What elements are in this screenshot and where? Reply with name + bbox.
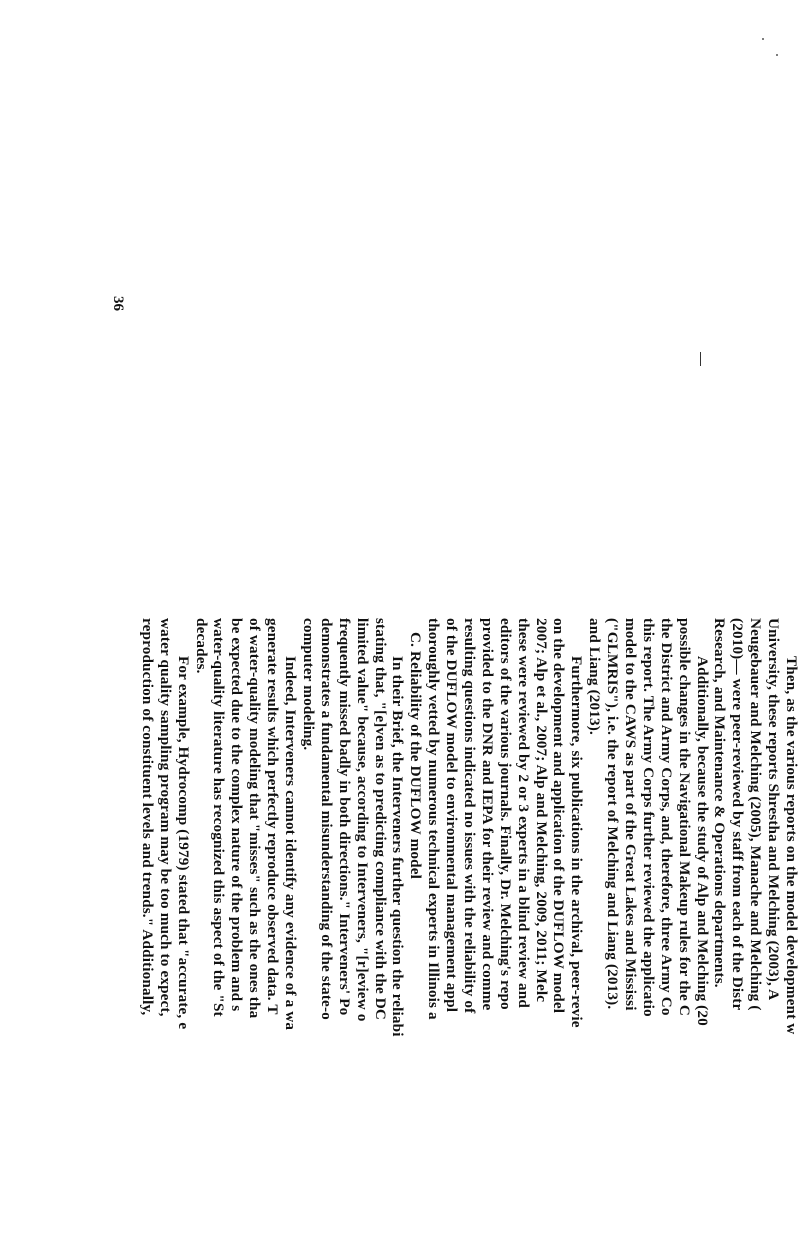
body-text bbox=[138, 618, 800, 1236]
text-line: 2007; Alp et al., 2007; Alp and Melching, 2009, 2011; Melc bbox=[532, 618, 550, 1003]
text-line: In their Brief, the Interveners further question the reliabi bbox=[389, 656, 407, 1037]
text-line: these were reviewed by 2 or 3 experts in a blind review and bbox=[514, 618, 532, 1008]
text-line: frequently missed badly in both directions." Interveners' Po bbox=[335, 618, 353, 1016]
rotated-text-block bbox=[110, 618, 800, 1236]
text-line: editors of the various journals. Finally, Dr. Melching's repo bbox=[496, 618, 514, 1010]
text-line: (2010)— were peer-reviewed by staff from each of the Distr bbox=[729, 618, 747, 1011]
text-line: possible changes in the Navigational Makeup rules for the C bbox=[675, 618, 693, 1016]
text-line: demonstrates a fundamental misunderstanding of the state-o bbox=[317, 618, 335, 1020]
text-line: the District and Army Corps, and, therefore, three Army Co bbox=[657, 618, 675, 1016]
text-line: decades. bbox=[192, 618, 210, 674]
text-line: of water-quality modeling that "misses" such as the ones tha bbox=[246, 618, 264, 1019]
page-number: 36 bbox=[110, 296, 126, 311]
text-line: water quality sampling program may be too much to expect, bbox=[156, 618, 174, 1017]
text-line: Furthermore, six publications in the archival, peer-revie bbox=[568, 656, 586, 1028]
scan-speck bbox=[776, 54, 778, 56]
text-line: water-quality literature has recognized this aspect of the "St bbox=[210, 618, 228, 1017]
text-line: resulting questions indicated no issues with the reliability of bbox=[460, 618, 478, 1014]
text-line: limited value" because, according to Interveners, "[r]eview o bbox=[353, 618, 371, 1022]
text-line: and Liang (2013). bbox=[586, 618, 604, 735]
text-line: University, these reports Shrestha and Melching (2003), A bbox=[765, 618, 783, 1001]
scan-mark bbox=[700, 352, 701, 366]
text-line: Additionally, because the study of Alp and Melching (20 bbox=[693, 656, 711, 1026]
text-line: this report. The Army Corps further reviewed the applicatio bbox=[639, 618, 657, 1017]
scan-speck bbox=[762, 38, 764, 40]
text-line: Then, as the various reports on the model development w bbox=[783, 656, 800, 1035]
text-line: on the development and application of the DUFLOW model bbox=[550, 618, 568, 1014]
text-line: Research, and Maintenance & Operations departments. bbox=[711, 618, 729, 988]
text-line: Neugebauer and Melching (2005), Manache and Melching ( bbox=[747, 618, 765, 1011]
text-line: computer modeling. bbox=[299, 618, 317, 751]
text-line: of the DUFLOW model to environmental management appl bbox=[443, 618, 461, 1013]
text-line: Indeed, Interveners cannot identify any evidence of a wa bbox=[282, 656, 300, 1031]
text-line: be expected due to the complex nature of the problem and s bbox=[228, 618, 246, 1012]
text-line: ("GLMRIS"), i.e. the report of Melching and Liang (2013). bbox=[604, 618, 622, 1010]
text-line: thoroughly vetted by numerous technical experts in Illinois a bbox=[425, 618, 443, 1020]
text-line: reproduction of constituent levels and trends." Additionally, bbox=[138, 618, 156, 1016]
text-line: stating that, "[e]ven as to predicting compliance with the DC bbox=[371, 618, 389, 1021]
text-line: generate results which perfectly reproduce observed data. T bbox=[264, 618, 282, 1015]
text-line: model to the CAWS as part of the Great Lakes and Mississi bbox=[621, 618, 639, 1011]
section-heading: C. Reliability of the DUFLOW model bbox=[407, 632, 425, 879]
text-line: For example, Hydrocomp (1979) stated that "accurate, e bbox=[174, 656, 192, 1030]
text-line: provided to the DNR and IEPA for their review and comme bbox=[478, 618, 496, 1011]
